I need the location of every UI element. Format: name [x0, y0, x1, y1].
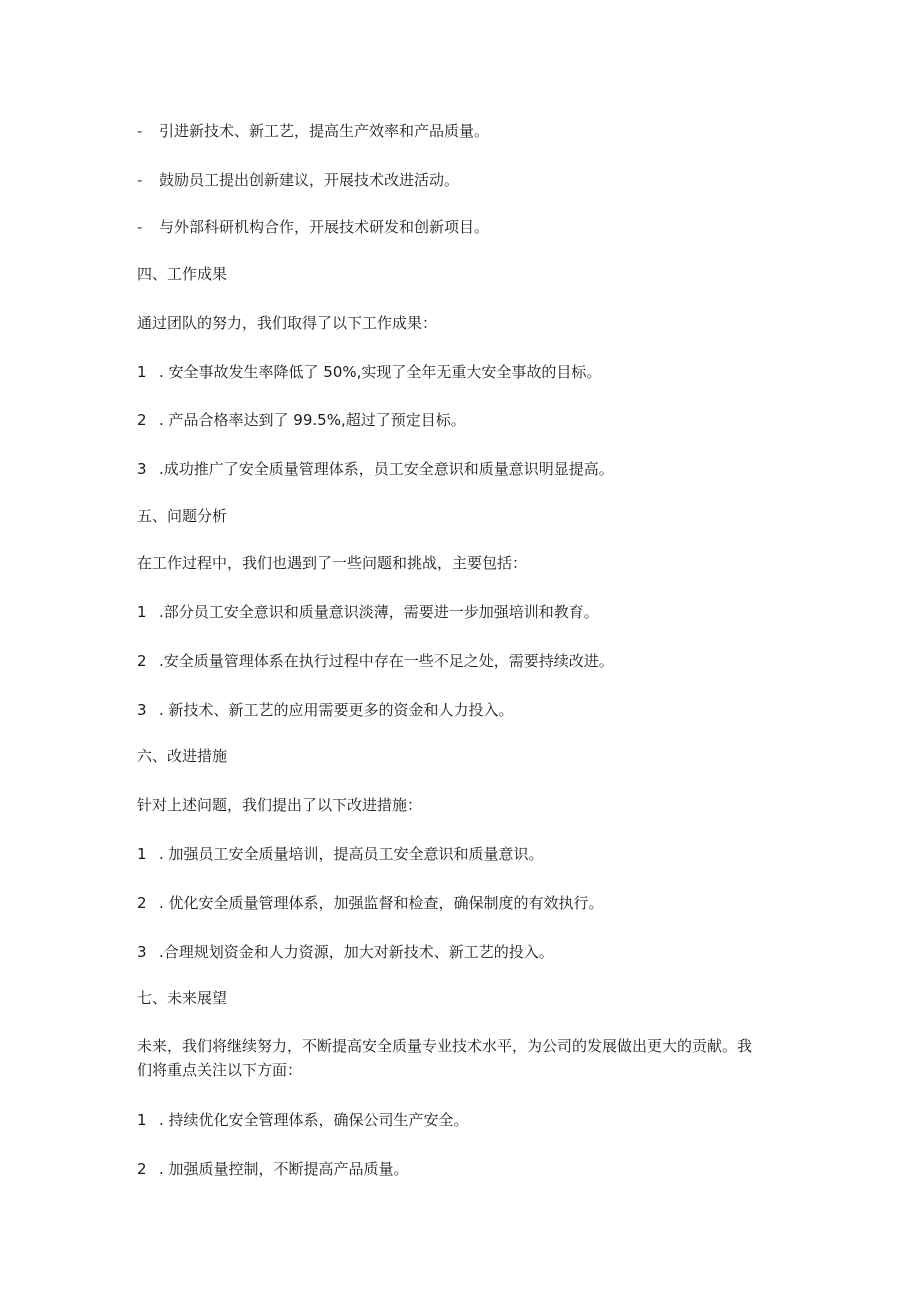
list-item [137, 649, 787, 673]
list-item [137, 360, 787, 384]
list-item [137, 698, 787, 722]
bullet-dash: - [137, 122, 143, 140]
bullet-dash: - [137, 171, 143, 189]
item-number: 3 [137, 943, 147, 961]
item-text: .安全质量管理体系在执行过程中存在一些不足之处，需要持续改进。 [159, 652, 614, 670]
bullet-item [137, 168, 787, 192]
item-text: . 安全事故发生率降低了 50%,实现了全年无重大安全事故的目标。 [159, 363, 602, 381]
item-text: . 产品合格率达到了 99.5%,超过了预定目标。 [159, 411, 466, 429]
section-heading: 七、未来展望 [137, 989, 228, 1007]
item-text: . 加强员工安全质量培训，提高员工安全意识和质量意识。 [159, 845, 544, 863]
section-intro-line: 未来，我们将继续努力，不断提高安全质量专业技术水平，为公司的发展做出更大的贡献。我 [137, 1037, 753, 1055]
item-number: 2 [137, 652, 147, 670]
item-number: 2 [137, 1160, 147, 1178]
item-number: 1 [137, 1111, 147, 1129]
bullet-dash: - [137, 218, 143, 236]
item-text: . 持续优化安全管理体系，确保公司生产安全。 [159, 1111, 469, 1129]
item-text: . 新技术、新工艺的应用需要更多的资金和人力投入。 [159, 701, 514, 719]
list-item [137, 600, 787, 624]
section-heading: 五、问题分析 [137, 507, 228, 525]
list-item [137, 842, 787, 866]
item-text: .合理规划资金和人力资源，加大对新技术、新工艺的投入。 [159, 943, 554, 961]
list-item [137, 457, 787, 481]
section-intro: 通过团队的努力，我们取得了以下工作成果： [137, 314, 438, 332]
item-text: .部分员工安全意识和质量意识淡薄，需要进一步加强培训和教育。 [159, 603, 599, 621]
section-intro: 针对上述问题，我们提出了以下改进措施： [137, 796, 423, 814]
section-heading: 六、改进措施 [137, 747, 228, 765]
item-number: 1 [137, 363, 147, 381]
item-number: 2 [137, 894, 147, 912]
list-item [137, 1157, 787, 1181]
list-item [137, 891, 787, 915]
bullet-text: 鼓励员工提出创新建议，开展技术改进活动。 [159, 171, 460, 189]
item-number: 1 [137, 603, 147, 621]
item-number: 3 [137, 460, 147, 478]
bullet-text: 与外部科研机构合作，开展技术研发和创新项目。 [159, 218, 490, 236]
list-item [137, 1108, 787, 1132]
item-number: 2 [137, 411, 147, 429]
section-intro-line: 们将重点关注以下方面： [137, 1061, 303, 1079]
item-text: . 优化安全质量管理体系，加强监督和检查，确保制度的有效执行。 [159, 894, 604, 912]
list-item [137, 408, 787, 432]
list-item [137, 940, 787, 964]
section-heading: 四、工作成果 [137, 265, 228, 283]
item-text: . 加强质量控制，不断提高产品质量。 [159, 1160, 409, 1178]
bullet-item [137, 215, 787, 239]
item-number: 3 [137, 701, 147, 719]
section-intro: 在工作过程中，我们也遇到了一些问题和挑战，主要包括： [137, 554, 528, 572]
item-number: 1 [137, 845, 147, 863]
bullet-item [137, 119, 787, 143]
item-text: .成功推广了安全质量管理体系，员工安全意识和质量意识明显提高。 [159, 460, 614, 478]
bullet-text: 引进新技术、新工艺，提高生产效率和产品质量。 [159, 122, 490, 140]
